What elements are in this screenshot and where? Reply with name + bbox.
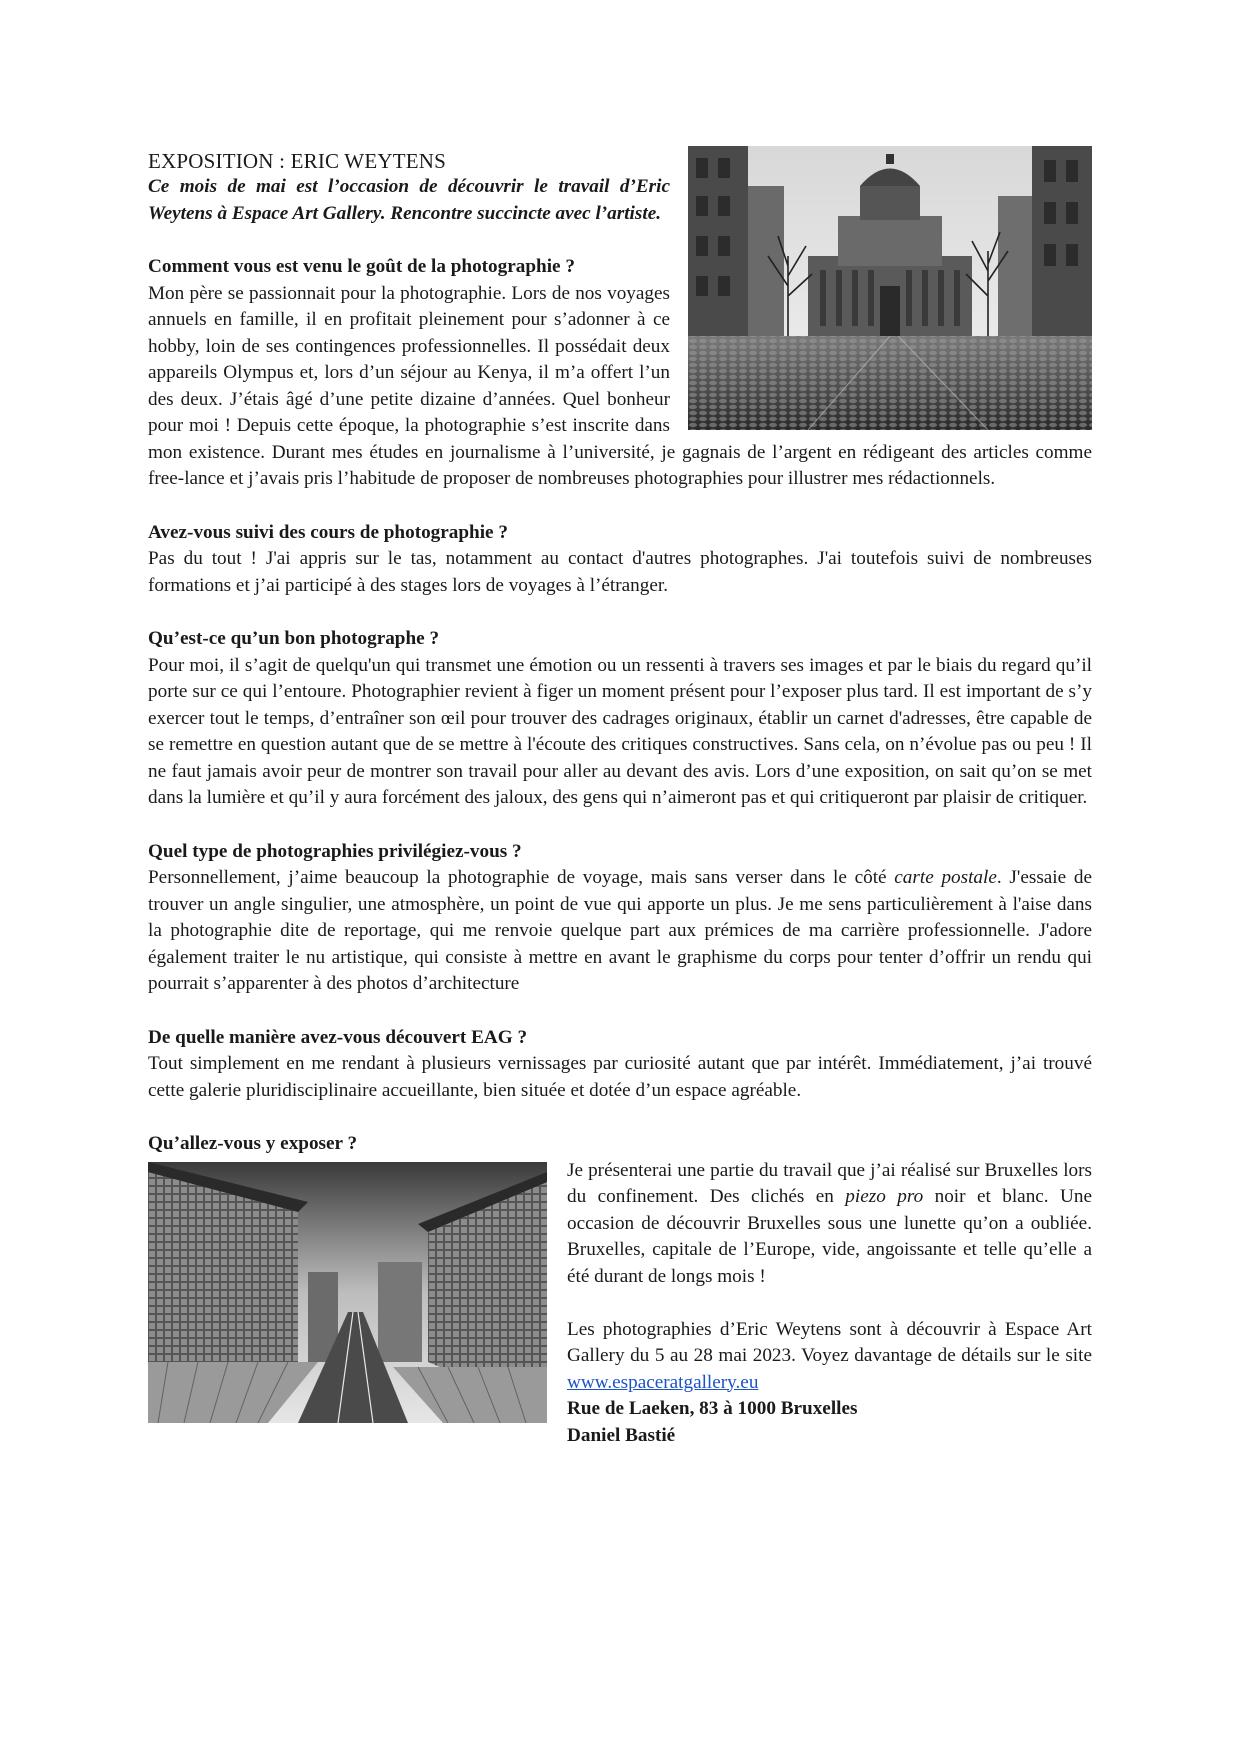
berlaymont-photo-graphic [148, 1162, 547, 1423]
question-2: Avez-vous suivi des cours de photographie ? [148, 521, 508, 543]
closing-text: Les photographies d’Eric Weytens sont à découvrir à Espace Art Gallery du 5 au 28 mai 2023. Voyez davantage de détails sur le site [567, 1318, 1092, 1366]
answer-4-part-a: Personnellement, j’aime beaucoup la photographie de voyage, mais sans verser dans le côté [148, 867, 895, 888]
article-title: EXPOSITION : ERIC WEYTENS [148, 149, 447, 173]
answer-1: Mon père se passionnait pour la photographie. Lors de nos voyages annuels en famille, il en profitait pleinement pour s’adonner à ce hobby, loin de ses contingences professionnelles. Il possédait deux appareils Olympus et, lors d’un séjour au Kenya, il m’a offert l’un des deux. J’étais âgé d’une petite dizaine d’années. Quel bonheur pour moi ! Depuis cette époque, la photographie s’est inscrite dans mon existence. Durant mes études en journalisme à l’université, je gagnais de l’argent en rédigeant des articles comme free-lance et j’avais pris l’habitude de proposer de nombreuses photographies pour illustrer mes rédactionnels. [148, 282, 1092, 489]
answer-6-emphasis: piezo pro [845, 1186, 924, 1207]
gallery-website-link[interactable]: www.espaceratgallery.eu [567, 1371, 759, 1393]
palace-photo-graphic [688, 146, 1092, 430]
answer-3: Pour moi, il s’agit de quelqu'un qui transmet une émotion ou un ressenti à travers ses images et par le biais du regard qu’il porte sur ce qui l’entoure. Photographier revient à figer un moment présent pour l’exposer plus tard. Il est important de s’y exercer tout le temps, d’entraîner son œil pour trouver des cadrages originaux, établir un carnet d'adresses, être capable de se remettre en question autant que de se mettre à l'écoute des critiques constructives. Sans cela, on n’évolue pas ou peu ! Il ne faut jamais avoir peur de montrer son travail pour aller au devant des avis. Lors d’une exposition, on sait qu’on se met dans la lumière et qu’il y aura forcément des jaloux, des gens qui n’aimeront pas et qui critiqueront par plaisir de critiquer. [148, 654, 1092, 808]
question-1: Comment vous est venu le goût de la photographie ? [148, 256, 575, 277]
answer-4-emphasis: carte postale [894, 867, 997, 888]
question-6: Qu’allez-vous y exposer ? [148, 1133, 358, 1154]
article [148, 148, 1092, 1449]
palace-of-justice-photo [688, 146, 1092, 430]
answer-6-part-a: Je présenterai une partie du travail que j’ai réalisé sur Bruxelles lors du confinement. Des clichés en [567, 1159, 1092, 1207]
answer-6-part-b: noir et blanc. Une occasion de découvrir Bruxelles sous une lunette qu’on a oubliée. Bruxelles, capitale de l’Europe, vide, angoissante et telle qu’elle a été durant de longs mois ! [567, 1186, 1093, 1287]
answer-4 [148, 865, 1092, 998]
author-name: Daniel Bastié [567, 1424, 676, 1446]
question-5: De quelle manière avez-vous découvert EAG ? [148, 1026, 528, 1048]
answer-2: Pas du tout ! J'ai appris sur le tas, notamment au contact d'autres photographes. J'ai toutefois suivi de nombreuses formations et j’ai participé à des stages lors de voyages à l’étranger. [148, 548, 1092, 596]
berlaymont-photo [148, 1162, 547, 1423]
answer-5: Tout simplement en me rendant à plusieurs vernissages par curiosité autant que par intérêt. Immédiatement, j’ai trouvé cette galerie pluridisciplinaire accueillante, bien située et dotée d’un espace agréable. [148, 1053, 1092, 1101]
answer-4-part-b: . J'essaie de trouver un angle singulier, une atmosphère, un point de vue qui apporte un plus. Je me sens particulièrement à l'aise dans la photographie dite de reportage, qui me renvoie quelque part aux prémices de ma carrière professionnelle. J'adore également traiter le nu artistique, qui consiste à mettre en avant le graphisme du corps pour tenter d’offrir un rendu qui pourrait s’apparenter à des photos d’architecture [148, 867, 1092, 994]
gallery-address: Rue de Laeken, 83 à 1000 Bruxelles [567, 1398, 858, 1419]
question-3: Qu’est-ce qu’un bon photographe ? [148, 628, 440, 649]
article-intro: Ce mois de mai est l’occasion de découvrir le travail d’Eric Weytens à Espace Art Gallery. Rencontre succincte avec l’artiste. [148, 176, 670, 224]
question-4: Quel type de photographies privilégiez-vous ? [148, 840, 522, 862]
